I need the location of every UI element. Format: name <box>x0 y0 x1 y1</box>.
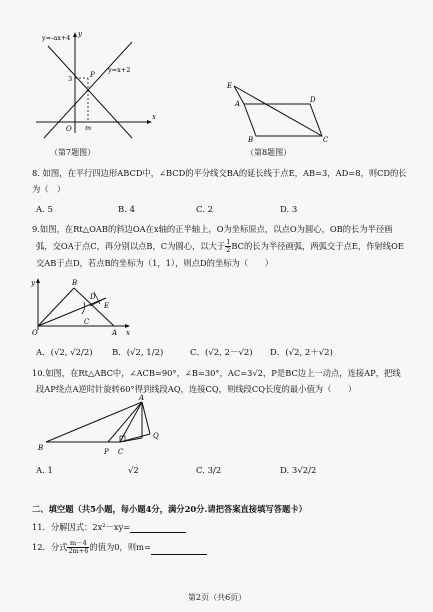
page-number: 第2页（共6页） <box>188 593 247 602</box>
q9-option-c: C．(√2, 2－√2) <box>190 348 253 358</box>
fig9-y-label: y <box>31 279 35 287</box>
q9-frac-den: 2 <box>226 246 231 254</box>
fig7-line2-label: y=x+2 <box>108 66 131 74</box>
fig9-e-label: E <box>104 302 110 310</box>
fig10-q-label: Q <box>153 432 159 440</box>
figure-9 <box>30 276 134 338</box>
q9-option-b: B．(√2, 1/2) <box>112 348 164 358</box>
fig7-y-axis-label: y <box>78 30 82 38</box>
q8-option-d: D. 3 <box>280 205 298 215</box>
q9-line-2 <box>36 239 404 254</box>
q9-frac-num: 1 <box>226 238 231 246</box>
q12-answer-blank <box>151 546 207 555</box>
fig7-m-label: m <box>85 124 92 132</box>
fig9-d-label: D <box>90 293 96 301</box>
q9-line-1: 9.如图，在Rt△OAB的斜边OA在x轴的正半轴上，O为坐标原点，以点O为圆心，OB的长为半径画 <box>32 224 393 234</box>
fig8-d-label: D <box>310 96 316 104</box>
fig10-a-label: A <box>139 394 145 402</box>
q12-fraction <box>67 540 89 555</box>
q12-frac-den: 2m+6 <box>68 547 89 555</box>
fig8-c-label: C <box>323 136 329 144</box>
fig7-caption: （第7题图） <box>50 148 96 157</box>
fig7-line1-label: y=-ax+4 <box>42 34 71 42</box>
q8-text: 8. 如图，在平行四边形ABCD中，∠BCD的平分线交BA的延长线于点E，AB=3，AD=8，则CD的长 <box>32 168 407 178</box>
q12-suffix: 的值为0，则m= <box>89 542 151 552</box>
fig7-three-label: 3 <box>68 75 73 83</box>
q10-line-1: 10.如图，在Rt△ABC中，∠ACB=90°，∠B=30°，AC=3√2，P是BC边上一动点，连接AP，把线 <box>32 368 401 378</box>
fig7-p-label: P <box>90 71 95 79</box>
fig10-p-label: P <box>104 448 109 456</box>
q10-option-a: A. 1 <box>36 466 53 476</box>
figure-7 <box>28 28 158 146</box>
fig9-b-label: B <box>72 279 78 287</box>
q12-frac-num: m－4 <box>67 540 89 548</box>
q9-option-a: A．(√2, √2/2) <box>36 348 93 358</box>
q11-answer-blank <box>130 524 186 533</box>
fig10-c-label: C <box>118 448 124 456</box>
fig9-a-label: A <box>112 329 118 337</box>
fig8-caption: （第8题图） <box>246 148 292 157</box>
q11 <box>32 522 186 533</box>
fig9-c-label: C <box>84 318 90 326</box>
q8-option-a: A. 5 <box>36 205 53 215</box>
fig7-origin-label: O <box>66 125 72 133</box>
q12-prefix: 12．分式 <box>32 542 68 552</box>
fig8-a-label: A <box>235 100 241 108</box>
q8-text-2: 为（ ） <box>32 184 66 194</box>
q10-option-c: C. 3/2 <box>196 466 222 476</box>
q9-line-2a: 弧，交OA于点C，再分别以点B，C为圆心，以大于 <box>36 241 226 251</box>
q9-line-2b: BC的长为半径画弧，两弧交于点E，作射线OE <box>231 241 404 251</box>
fig10-b-label: B <box>38 444 44 452</box>
q9-line-3: 交AB于点D，若点B的坐标为（1，1），则点D的坐标为（ ） <box>36 258 274 268</box>
figure-10 <box>34 394 166 458</box>
q11-text: 11．分解因式：2x²－xy= <box>32 522 131 532</box>
q12 <box>32 540 207 555</box>
fig8-b-label: B <box>248 136 254 144</box>
q8-option-c: C. 2 <box>196 205 214 215</box>
fig9-x-label: x <box>126 329 130 337</box>
fig7-x-axis-label: x <box>152 113 156 121</box>
fig9-o-label: O <box>32 329 38 337</box>
figure-8 <box>222 76 334 148</box>
section-2-title: 二、填空题（共5小题，每小题4分，满分20分.请把答案直接填写答题卡） <box>32 504 307 514</box>
q8-option-b: B. 4 <box>118 205 136 215</box>
q10-option-d: D. 3√2/2 <box>280 466 317 476</box>
q10-option-b: √2 <box>128 466 139 476</box>
fig8-e-label: E <box>227 82 233 90</box>
q9-option-d: D．(√2, 2＋√2) <box>270 348 333 358</box>
q10-line-2: 段AP绕点A逆时针旋转60°得到线段AQ，连接CQ，则线段CQ长度的最小值为（ ） <box>36 384 357 394</box>
